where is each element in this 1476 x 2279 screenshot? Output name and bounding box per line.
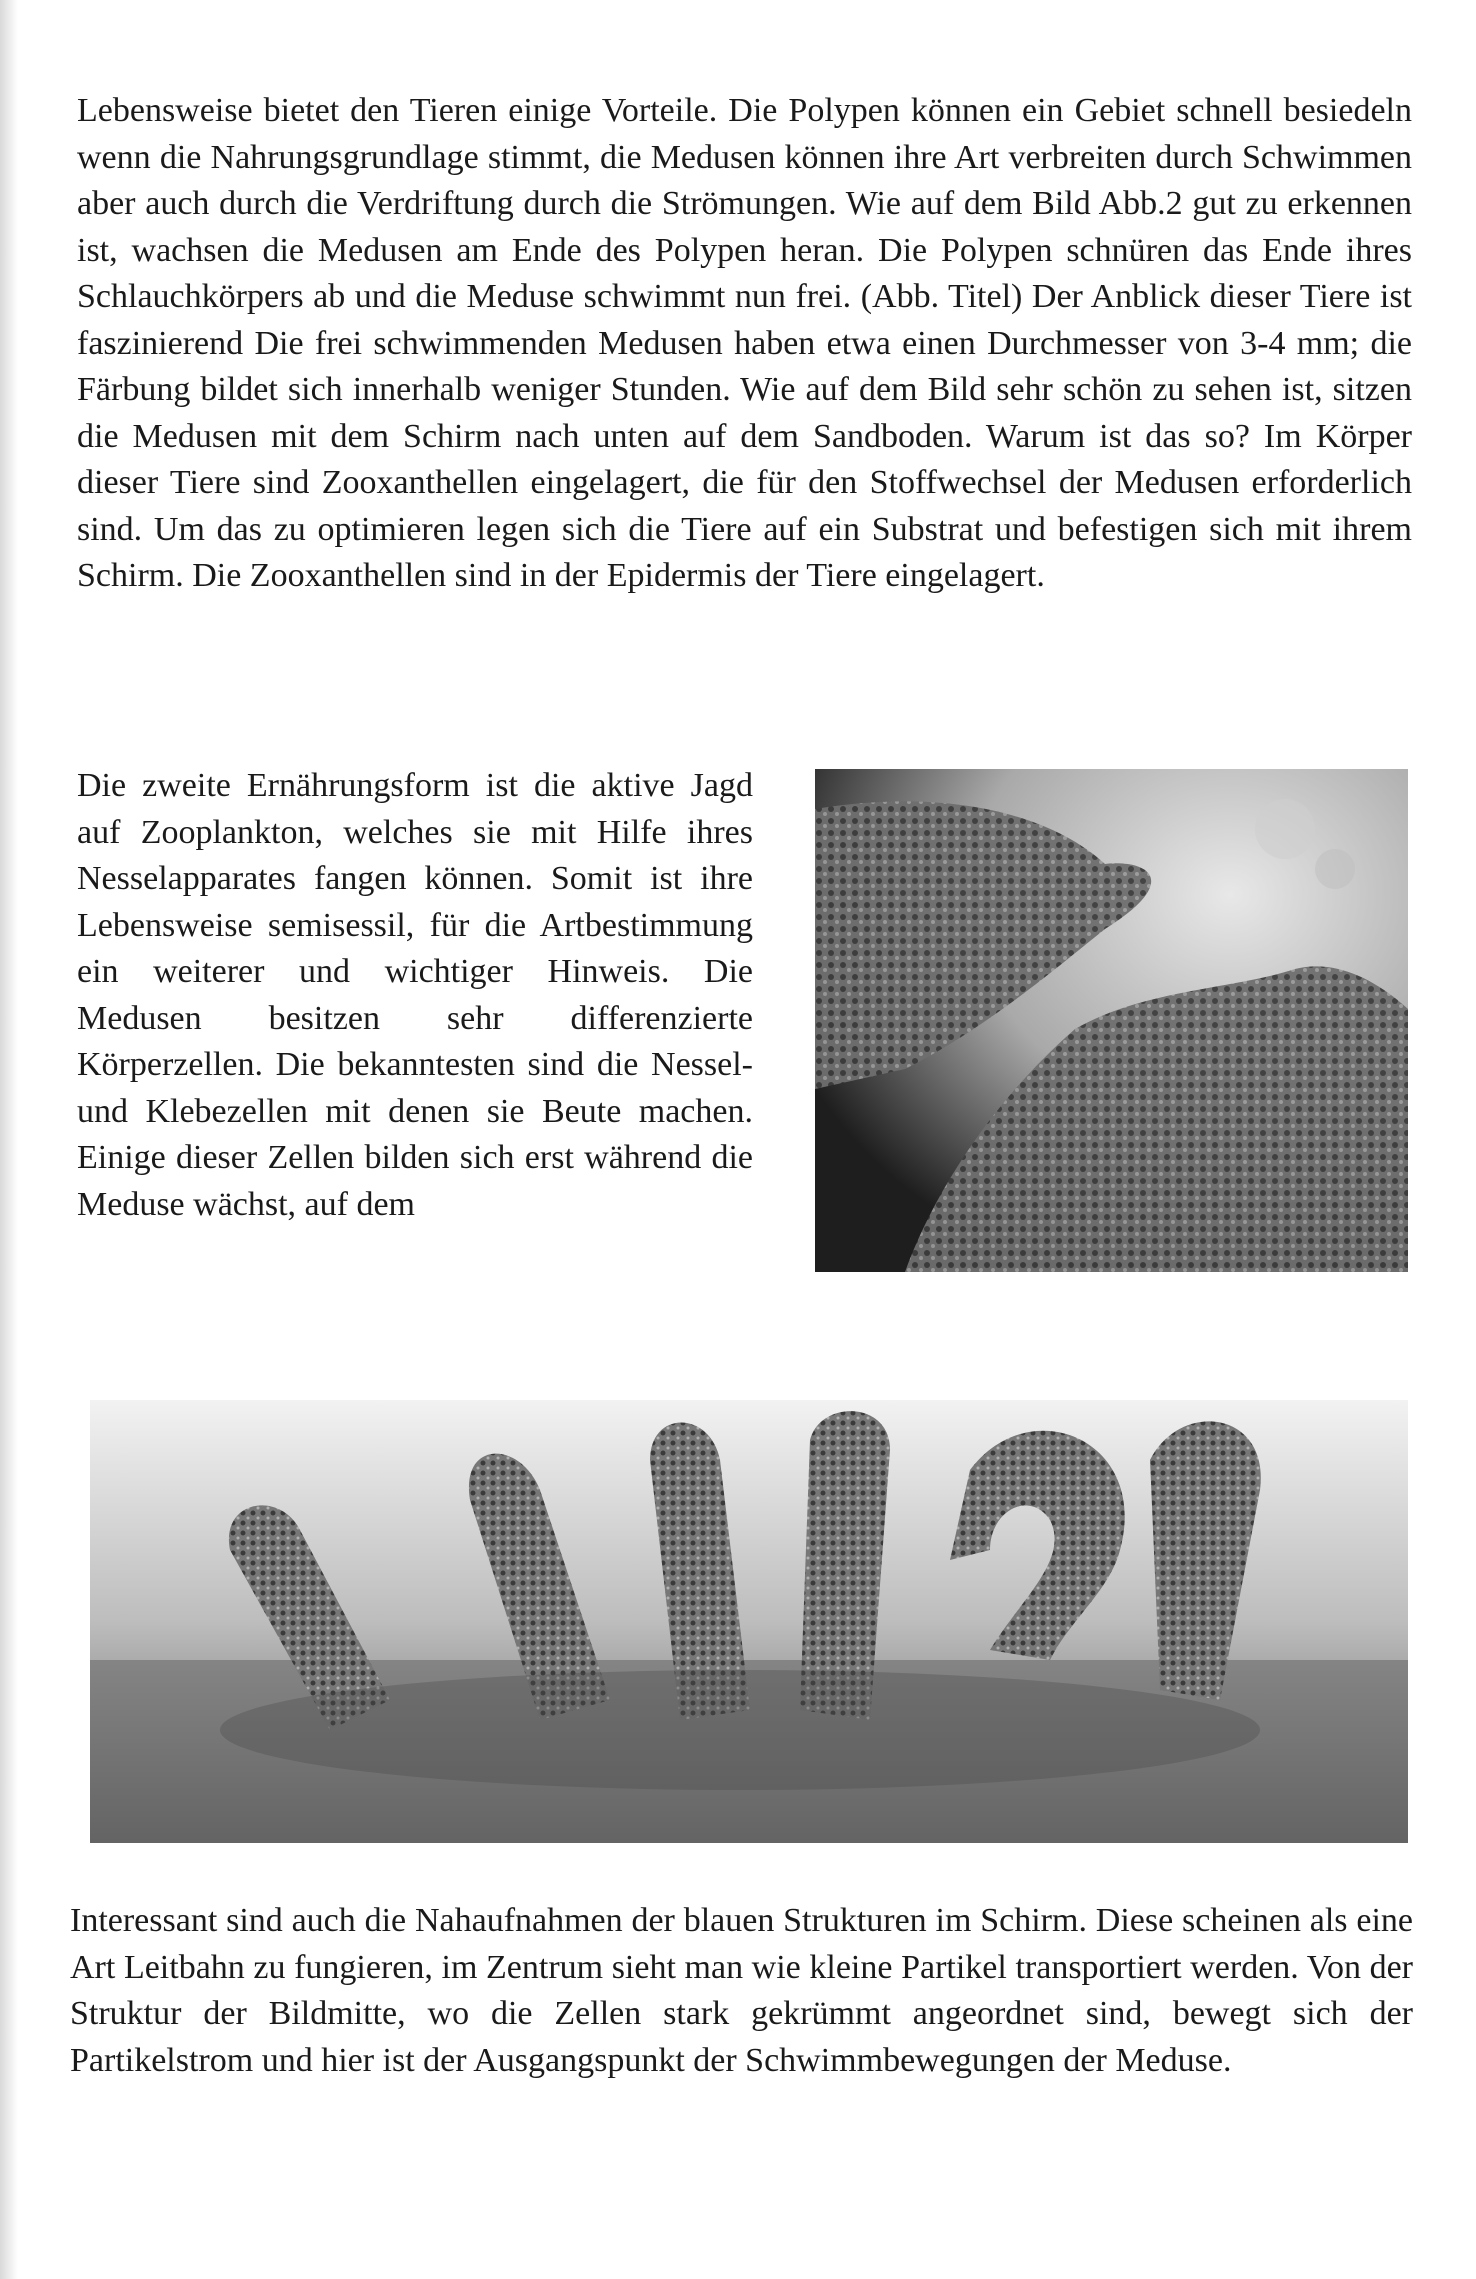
- paragraph-lebensweise: Lebensweise bietet den Tieren einige Vorteile. Die Polypen können ein Gebiet schnell besiedeln wenn die Nahrungsgrundlage stimmt, die Medusen können ihre Art verbreiten durch Schwimmen aber auch durch die Verdriftung durch die Strömungen. Wie auf dem Bild Abb.2 gut zu erkennen ist, wachsen die Medusen am Ende des Polypen heran. Die Polypen schnüren das Ende ihres Schlauchkörpers ab und die Meduse schwimmt nun frei. (Abb. Titel) Der Anblick dieser Tiere ist faszinierend Die frei schwimmenden Medusen haben etwa einen Durchmesser von 3-4 mm; die Färbung bildet sich innerhalb weniger Stunden. Wie auf dem Bild sehr schön zu sehen ist, sitzen die Medusen mit dem Schirm nach unten auf dem Sandboden. Warum ist das so? Im Körper dieser Tiere sind Zooxanthellen eingelagert, die für den Stoffwechsel der Medusen erforderlich sind. Um das zu optimieren legen sich die Tiere auf ein Substrat und befestigen sich mit ihrem Schirm. Die Zooxanthellen sind in der Epidermis der Tiere eingelagert.: [77, 92, 1412, 594]
- tentacles-photo: [90, 1400, 1408, 1843]
- page-edge-shadow: [0, 0, 18, 2279]
- medusae-photo: [815, 769, 1408, 1272]
- paragraph-ernaehrung: Die zweite Ernährungsform ist die aktive Jagd auf Zooplankton, welches sie mit Hilfe ihres Nesselapparates fangen können. Somit ist ihre Lebensweise semisessil, für die Artbestimmung ein weiterer und wichtiger Hinweis. Die Medusen besitzen sehr differenzierte Körperzellen. Die bekanntesten sind die Nessel- und Klebezellen mit denen sie Beute machen. Einige dieser Zellen bilden sich erst während die Meduse wächst, auf dem: [77, 767, 753, 1223]
- paragraph-nahaufnahmen: Interessant sind auch die Nahaufnahmen der blauen Strukturen im Schirm. Diese scheinen als eine Art Leitbahn zu fungieren, im Zentrum sieht man wie kleine Partikel transportiert werden. Von der Struktur der Bildmitte, wo die Zellen stark gekrümmt angeordnet sind, bewegt sich der Partikelstrom und hier ist der Ausgangspunkt der Schwimmbewegungen der Meduse.: [70, 1902, 1413, 2079]
